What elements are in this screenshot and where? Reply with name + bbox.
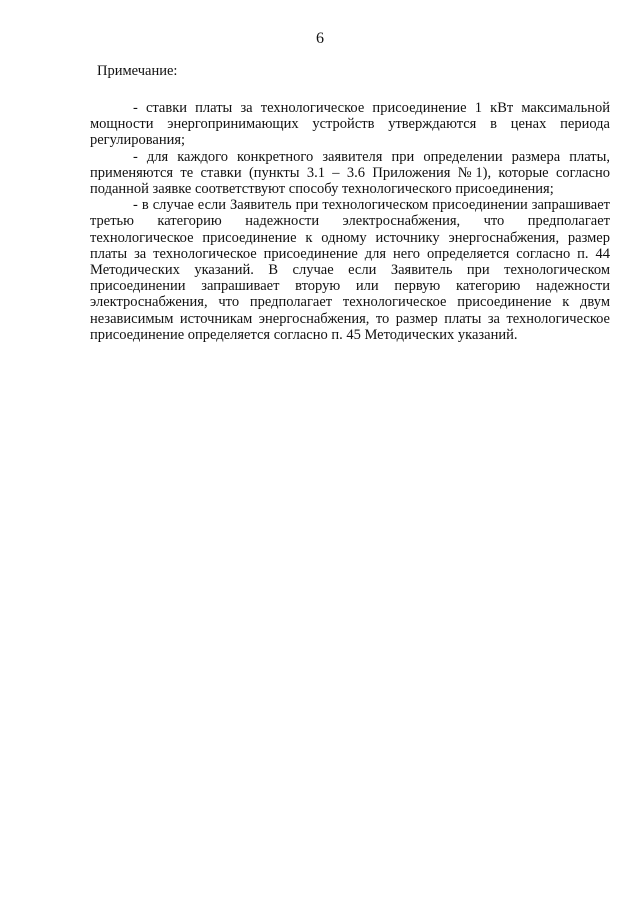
- note-heading: Примечание:: [97, 63, 178, 79]
- note-paragraph-applicant: - для каждого конкретного заявителя при определении размера платы, применяются те ставки (пункты 3.1 – 3.6 Приложения №1), которые согласно поданной заявке соответствуют способу технологического присоединения;: [90, 148, 610, 198]
- note-paragraph-rates: - ставки платы за технологическое присоединение 1 кВт максимальной мощности энергопринимающих устройств утверждаются в ценах периода регулирования;: [90, 100, 610, 149]
- note-body: [90, 100, 610, 343]
- note-paragraph-reliability: - в случае если Заявитель при технологическом присоединении запрашивает третью категорию надежности электроснабжения, что предполагает технологическое присоединение к одному источнику энергоснабжения, размер платы за технологическое присоединение для него определяется согласно п. 44 Методических указаний. В случае если Заявитель при технологическом присоединении запрашивает вторую или первую категорию надежности электроснабжения, что предполагает технологическое присоединение к двум независимым источникам энергоснабжения, то размер платы за технологическое присоединение определяется согласно п. 45 Методических указаний.: [90, 197, 610, 343]
- page-number: 6: [316, 30, 324, 47]
